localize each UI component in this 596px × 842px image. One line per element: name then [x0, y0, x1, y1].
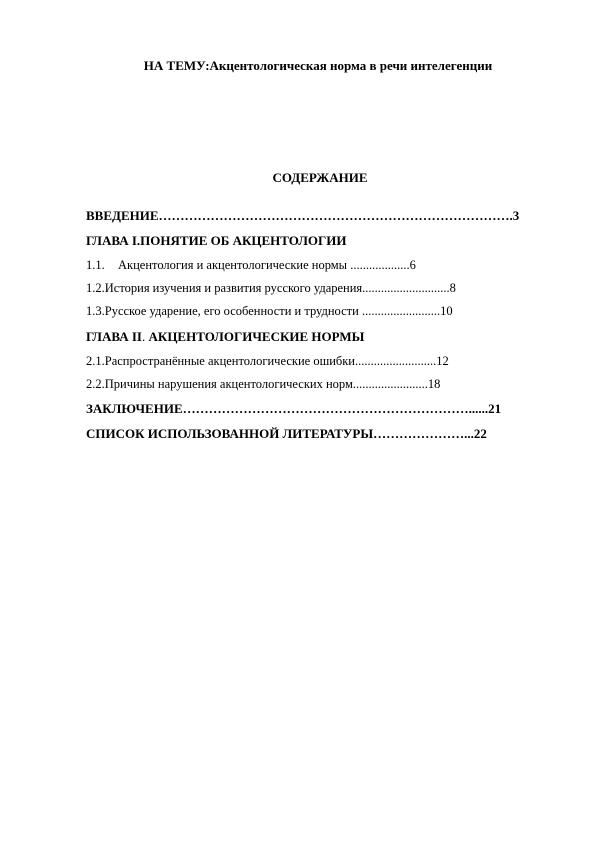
document-topic: НА ТЕМУ:Акцентологическая норма в речи интелегенции [143, 58, 493, 73]
toc-entry-label: 1.3.Русское ударение, его особенности и трудности [86, 304, 359, 318]
toc-entry-leader: …………………... [373, 426, 474, 441]
toc-entry-page: 22 [473, 426, 487, 441]
toc-entry-page: 10 [440, 304, 453, 318]
toc-entry-page: 3 [512, 208, 520, 223]
toc-entry-label: 1.2.История изучения и развития русского ударения [86, 281, 363, 295]
toc-entry-1-3[interactable] [86, 304, 453, 319]
toc-entry-leader: ............................ [362, 281, 450, 295]
toc-entry-page: 18 [427, 377, 441, 391]
toc-entry-page: 21 [488, 401, 502, 416]
toc-entry-leader: .......................... [355, 354, 437, 368]
toc-entry-label: Акцентология и акцентологические нормы [118, 258, 348, 272]
toc-entry-separator: . [142, 329, 146, 344]
toc-entry-2-1[interactable] [86, 354, 449, 369]
toc-entry-leader: ………………………………………………………………………. [158, 208, 513, 223]
toc-entry-1-1[interactable] [86, 258, 416, 273]
toc-entry-2-2[interactable] [86, 377, 440, 392]
toc-entry-introduction[interactable] [86, 208, 519, 224]
toc-entry-leader: …………………………………………………………...... [182, 401, 489, 416]
toc-entry-conclusion[interactable] [86, 401, 501, 417]
toc-entry-number: 1.1. [86, 258, 105, 272]
toc-entry-label: ГЛАВА I.ПОНЯТИЕ ОБ АКЦЕНТОЛОГИИ [86, 233, 347, 248]
toc-entry-label: СПИСОК ИСПОЛЬЗОВАННОЙ ЛИТЕРАТУРЫ [86, 426, 374, 441]
toc-entry-label-prefix: ГЛАВА II [86, 329, 142, 344]
toc-entry-leader: ........................ [352, 377, 428, 391]
toc-entry-leader: ................... [347, 258, 410, 272]
toc-entry-label: 2.1.Распространённые акцентологические ошибки [86, 354, 356, 368]
toc-entry-label: ВВЕДЕНИЕ [86, 208, 159, 223]
toc-entry-page: 12 [436, 354, 449, 368]
toc-entry-references[interactable] [86, 426, 487, 442]
toc-entry-label: 2.2.Причины нарушения акцентологических норм [86, 377, 353, 391]
toc-entry-page: 8 [449, 281, 456, 295]
toc-entry-label: ЗАКЛЮЧЕНИЕ [86, 401, 183, 416]
toc-entry-page: 6 [409, 258, 416, 272]
toc-entry-chapter-2[interactable] [86, 329, 364, 345]
toc-entry-1-2[interactable] [86, 281, 456, 296]
toc-entry-chapter-1[interactable] [86, 233, 347, 249]
toc-title: СОДЕРЖАНИЕ [272, 170, 368, 185]
toc-entry-leader: ......................... [358, 304, 441, 318]
toc-entry-label: АКЦЕНТОЛОГИЧЕСКИЕ НОРМЫ [145, 329, 365, 344]
